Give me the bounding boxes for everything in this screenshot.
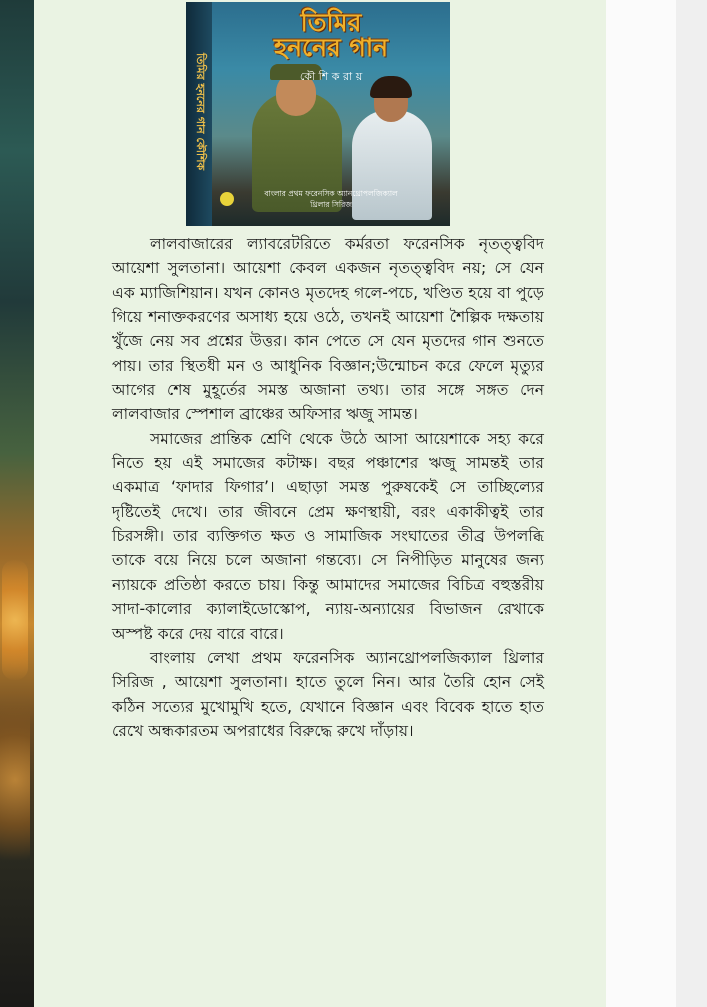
book-front-cover	[212, 2, 450, 226]
cover-title	[212, 10, 450, 60]
cover-tagline	[212, 188, 450, 210]
lamp-glow	[2, 560, 28, 680]
cover-title-line1: তিমির	[300, 8, 362, 37]
page-margin	[606, 0, 676, 1007]
cover-author: কৌ শি ক রা য়	[299, 70, 363, 83]
scrollbar-track[interactable]	[676, 0, 707, 1007]
blurb-text	[112, 232, 544, 743]
cover-tagline-line2: থ্রিলার সিরিজ	[310, 200, 352, 209]
cover-tagline-line1: বাংলার প্রথম ফরেনসিক অ্যানথ্রোপলজিক্যাল	[264, 189, 398, 198]
spine-text: তিমির হননের গান কৌশিক	[194, 53, 207, 171]
blurb-paragraph-2: সমাজের প্রান্তিক শ্রেণি থেকে উঠে আসা আয়েশাকে সহ্য করে নিতে হয় এই সমাজের কটাক্ষ। বছর পঞ্চাশের ঋজু সামন্তই তার একমাত্র ‘ফাদার ফিগার’। এছাড়া সমস্ত পুরুষকেই সে তাচ্ছিল্যের দৃষ্টিতেই দেখে। তার জীবনে প্রেম ক্ষণস্থায়ী, বরং একাকীত্বই তার চিরসঙ্গী। তার ব্যক্তিগত ক্ষত ও সামাজিক সংঘাতের তীব্র উপলব্ধি তাকে বয়ে নিয়ে চলে অজানা গন্তব্যে। সে নিপীড়িত মানুষের জন্য ন্যায়কে প্রতিষ্ঠা করতে চায়। কিন্তু আমাদের সমাজের বিচিত্র বহুস্তরীয় সাদা-কালোর ক্যালাইডোস্কোপ, ন্যায়-অন্যায়ের বিভাজন রেখাকে অস্পষ্ট করে দেয় বারে বারে।	[112, 429, 544, 643]
book-cover-image	[186, 2, 450, 226]
cover-title-line2: হননের গান	[273, 33, 389, 62]
lamp-glow-lower	[0, 700, 30, 860]
blurb-paragraph-1: লালবাজারের ল্যাবরেটরিতে কর্মরতা ফরেনসিক নৃতত্ত্ববিদ আয়েশা সুলতানা। আয়েশা কেবল একজন নৃতত্ত্ববিদ নয়; সে যেন এক ম্যাজিশিয়ান। যখন কোনও মৃতদেহ গলে-পচে, খণ্ডিত হয়ে বা পুড়ে গিয়ে শনাক্তকরণের অসাধ্য হয়ে ওঠে, তখনই আয়েশা শৈল্পিক দক্ষতায় খুঁজে নেয় সব প্রশ্নের উত্তর। কান পেতে সে যেন মৃতদের গান শুনতে পায়। তার স্থিতধী মন ও আধুনিক বিজ্ঞান;উন্মোচন করে ফেলে মৃত্যুর আগের শেষ মুহূর্তের সমস্ত অজানা তথ্য। তার সঙ্গে সঙ্গত দেন লালবাজার স্পেশাল ব্রাঞ্চের অফিসার ঋজু সামন্ত।	[112, 235, 544, 424]
book-spine	[186, 2, 212, 226]
blurb-paragraph-3: বাংলায় লেখা প্রথম ফরেনসিক অ্যানথ্রোপলজিক্যাল থ্রিলার সিরিজ , আয়েশা সুলতানা। হাতে তুলে নিন। আর তৈরি হোন সেই কঠিন সত্যের মুখোমুখি হতে, যেখানে বিজ্ঞান এবং বিবেক হাতে হাত রেখে অন্ধকারতম অপরাধের বিরুদ্ধে রুখে দাঁড়ায়।	[112, 648, 544, 740]
background-illustration-strip	[0, 0, 34, 1007]
